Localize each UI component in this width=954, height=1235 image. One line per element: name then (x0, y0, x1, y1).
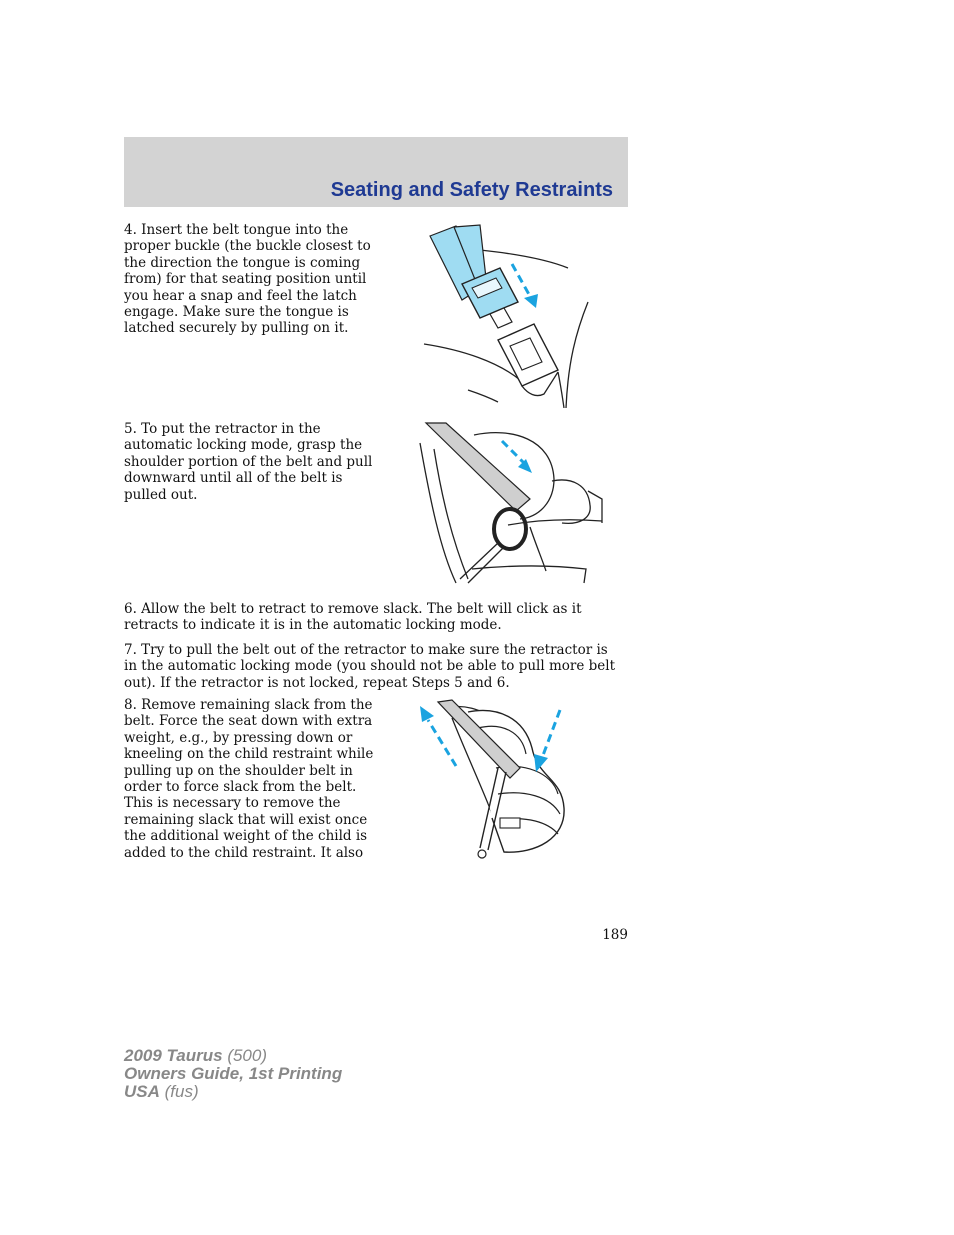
child-seat-illustration (412, 698, 572, 862)
step-8-text: 8. Remove remaining slack from the belt. Force the seat down with extra weight, e.g., by pressing down or kneeling on the child restraint while pulling up on the shoulder belt in order to force slack from the belt. This is necessary to remove the remaining slack that will exist once the additional weight of the child is added to the child restraint. It also (124, 697, 374, 861)
step-5-text: 5. To put the retractor in the automatic locking mode, grasp the shoulder portion of the belt and pull downward until all of the belt is pulled out. (124, 421, 373, 503)
step-6-text: 6. Allow the belt to retract to remove slack. The belt will click as it retracts to indicate it is in the automatic locking mode. (124, 601, 582, 634)
section-title: Seating and Safety Restraints (330, 179, 613, 201)
belt-buckle-illustration (418, 222, 593, 408)
step-4-text: 4. Insert the belt tongue into the proper buckle (the buckle closest to the direction the tongue is coming from) for that seating position until you hear a snap and feel the latch engage. Make sure the tongue is latched securely by pulling on it. (124, 222, 371, 337)
step-7-text: 7. Try to pull the belt out of the retractor to make sure the retractor is in the automatic locking mode (you should not be able to pull more belt out). If the retractor is not locked, repeat Steps 5 and 6. (124, 642, 616, 691)
page-number: 189 (602, 927, 628, 943)
document-footer (124, 1047, 342, 1101)
footer-line-3: USA (fus) (124, 1082, 199, 1101)
footer-line-1: 2009 Taurus (500) (124, 1046, 268, 1065)
retractor-illustration (412, 419, 604, 585)
footer-line-2: Owners Guide, 1st Printing (124, 1064, 343, 1083)
section-header-band (124, 137, 628, 207)
